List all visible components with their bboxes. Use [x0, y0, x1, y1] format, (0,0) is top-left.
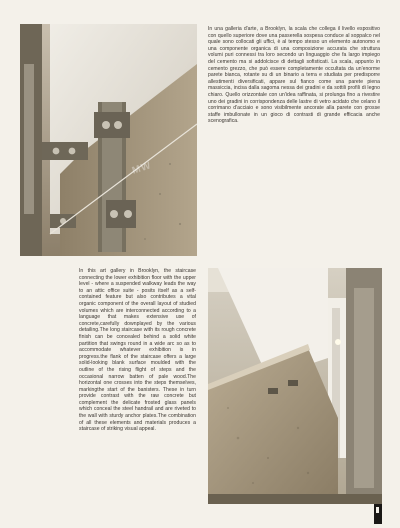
english-article-text: In this art gallery in Brooklyn, the staircase connecting the lower exhibition floor with the upper level - where a suspended walkway leads the way to an attic office suite - posits itself as a self-contained feature but also contributes a vital organic component of the overall layout of studied volumes which are interconnected according to a language that makes extensive use of concrete,carefully downplayed by the various detailing.The long staircase with its rough concrete finish can be concealed behind a solid white partition that swings round in a wide arc so as to accommodate whatever exhibition is in progress.the flank of the staircase offers a large solid-looking blank surface moulded with the outline of the rising flight of steps and the occasional narrow batten of pale wood.The horizontal one crosses into the steps themselves, markingthe start of the banisters. These in turn provide contrast with the raw concrete but complement the delicate frosted glass panels which conceal the steel handrail and are riveted to the wall with sturdy anchor plates.The combination of all these elements and materials produces a staircase of striking visual appeal. [79, 268, 196, 433]
page-tab-marker-icon [374, 504, 382, 524]
staircase-bracket-photo [20, 24, 197, 256]
staircase-bracket-image [20, 24, 197, 256]
image-watermark: MW [130, 160, 153, 177]
gallery-staircase-image [208, 268, 382, 504]
gallery-staircase-photo [208, 268, 382, 504]
italian-article-text: In una galleria d'arte, a Brooklyn, la scala che collega il livello espositivo con quello superiore dove una passerella sospesa conduce al soppalco nel quale sono collocati gli uffici, è al tempo stesso un elemento autonomo e una componente organica di una composizione accurata che struttura volumi puri connessi tra loro secondo un linguaggio che fa largo impiego del cemento ma si addolcisce di dettagli sofisticati. La scala, appunto in cemento grezzo, che può essere completamente occultata da un'enorme parete bianca, rotante su di un binario a terra e studiata per predisporre allestimenti diversificati, appare sul fianco come una parete piena massiccia, incisa dalla sagoma nessa dei gradini e da sottili profili di legno chiaro. Quello orizzontale con un'idea raffinata, si prolunga fino a rivestire uno dei gradini in corrispondenza delle lastre di vetro acidato che celano il corrimano d'acciaio e sono visibilmente ancorate alla parete con grosse staffe imbullonate in un gioco di contrasti di grande efficacia anche scenografica. [208, 26, 380, 125]
